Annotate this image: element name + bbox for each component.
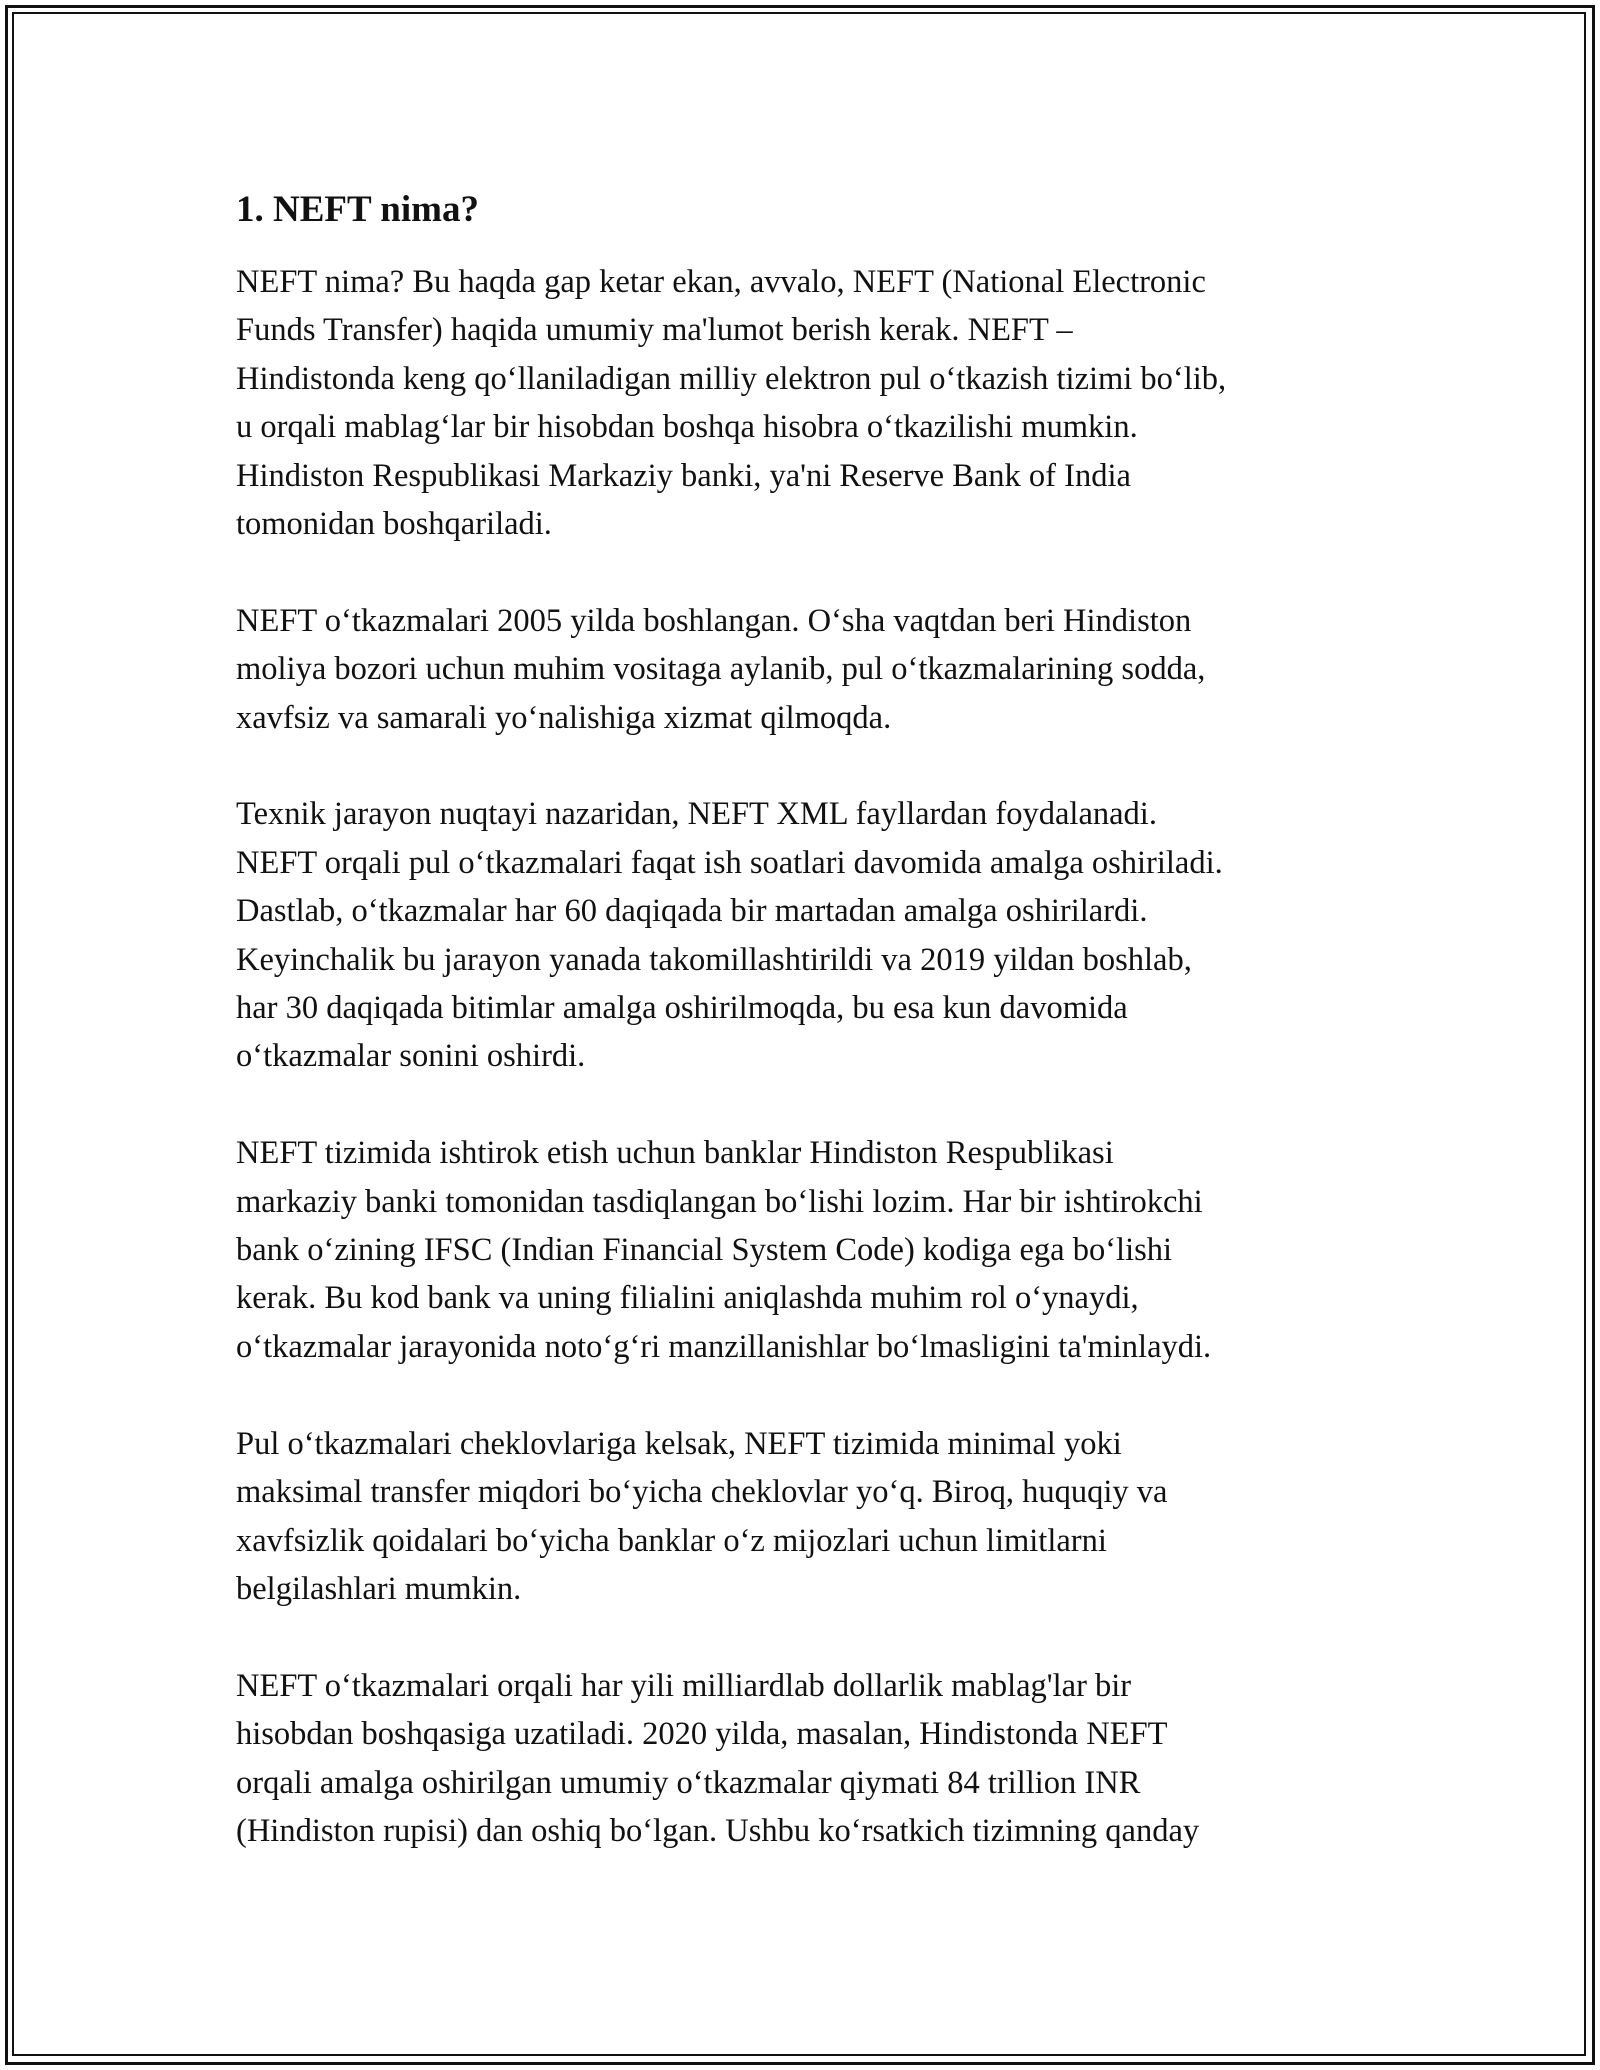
- text-line: hisobdan boshqasiga uzatiladi. 2020 yilda, masalan, Hindistonda NEFT: [236, 1716, 1168, 1753]
- text-line: Texnik jarayon nuqtayi nazaridan, NEFT XML fayllardan foydalanadi.: [236, 796, 1157, 833]
- text-line: belgilashlari mumkin.: [236, 1570, 522, 1607]
- text-line: xavfsizlik qoidalari bo‘yicha banklar o‘z mijozlari uchun limitlarni: [236, 1522, 1107, 1559]
- text-line: NEFT nima? Bu haqda gap ketar ekan, avvalo, NEFT (National Electronic: [236, 264, 1206, 300]
- text-line: Pul o‘tkazmalari cheklovlariga kelsak, NEFT tizimida minimal yoki: [236, 1425, 1122, 1462]
- paragraph-3: [236, 790, 1366, 1080]
- text-line: o‘tkazmalar jarayonida noto‘g‘ri manzillanishlar bo‘lmasligini ta'minlaydi.: [236, 1328, 1212, 1365]
- text-line: orqali amalga oshirilgan umumiy o‘tkazmalar qiymati 84 trillion INR: [236, 1764, 1141, 1801]
- text-line: tomonidan boshqariladi.: [236, 506, 552, 543]
- text-line: maksimal transfer miqdori bo‘yicha cheklovlar yo‘q. Biroq, huquqiy va: [236, 1474, 1168, 1511]
- text-line: markaziy banki tomonidan tasdiqlangan bo‘lishi lozim. Har bir ishtirokchi: [236, 1183, 1203, 1220]
- text-line: NEFT tizimida ishtirok etish uchun banklar Hindiston Respublikasi: [236, 1135, 1114, 1172]
- text-line: kerak. Bu kod bank va uning filialini aniqlashda muhim rol o‘ynaydi,: [236, 1280, 1139, 1317]
- text-line: Keyinchalik bu jarayon yanada takomillashtirildi va 2019 yildan boshlab,: [236, 941, 1192, 978]
- text-line: Funds Transfer) haqida umumiy ma'lumot berish kerak. NEFT –: [236, 312, 1073, 349]
- text-line: bank o‘zining IFSC (Indian Financial System Code) kodiga ega bo‘lishi: [236, 1232, 1173, 1269]
- text-line: Hindistonda keng qo‘llaniladigan milliy elektron pul o‘tkazish tizimi bo‘lib,: [236, 360, 1227, 397]
- text-line: NEFT o‘tkazmalari orqali har yili milliardlab dollarlik mablag'lar bir: [236, 1667, 1132, 1704]
- text-line: har 30 daqiqada bitimlar amalga oshirilmoqda, bu esa kun davomida: [236, 990, 1128, 1027]
- text-line: NEFT orqali pul o‘tkazmalari faqat ish soatlari davomida amalga oshiriladi.: [236, 844, 1223, 881]
- section-title: 1. NEFT nima?: [236, 189, 479, 230]
- paragraph-2: [236, 597, 1366, 742]
- text-line: Dastlab, o‘tkazmalar har 60 daqiqada bir martadan amalga oshirilardi.: [236, 893, 1148, 930]
- text-line: o‘tkazmalar sonini oshirdi.: [236, 1038, 586, 1075]
- text-line: u orqali mablag‘lar bir hisobdan boshqa hisobra o‘tkazilishi mumkin.: [236, 409, 1138, 446]
- text-line: NEFT o‘tkazmalari 2005 yilda boshlangan. O‘sha vaqtdan beri Hindiston: [236, 602, 1192, 639]
- paragraph-5: [236, 1420, 1366, 1614]
- text-line: Hindiston Respublikasi Markaziy banki, ya'ni Reserve Bank of India: [236, 457, 1131, 494]
- paragraph-4: [236, 1129, 1366, 1371]
- text-line: xavfsiz va samarali yo‘nalishiga xizmat qilmoqda.: [236, 699, 892, 736]
- document-body: [236, 186, 1366, 1904]
- text-line: moliya bozori uchun muhim vositaga aylanib, pul o‘tkazmalarining sodda,: [236, 651, 1206, 688]
- paragraph-1: [236, 258, 1366, 548]
- paragraph-6: [236, 1662, 1366, 1856]
- text-line: (Hindiston rupisi) dan oshiq bo‘lgan. Ushbu ko‘rsatkich tizimning qanday: [236, 1812, 1200, 1849]
